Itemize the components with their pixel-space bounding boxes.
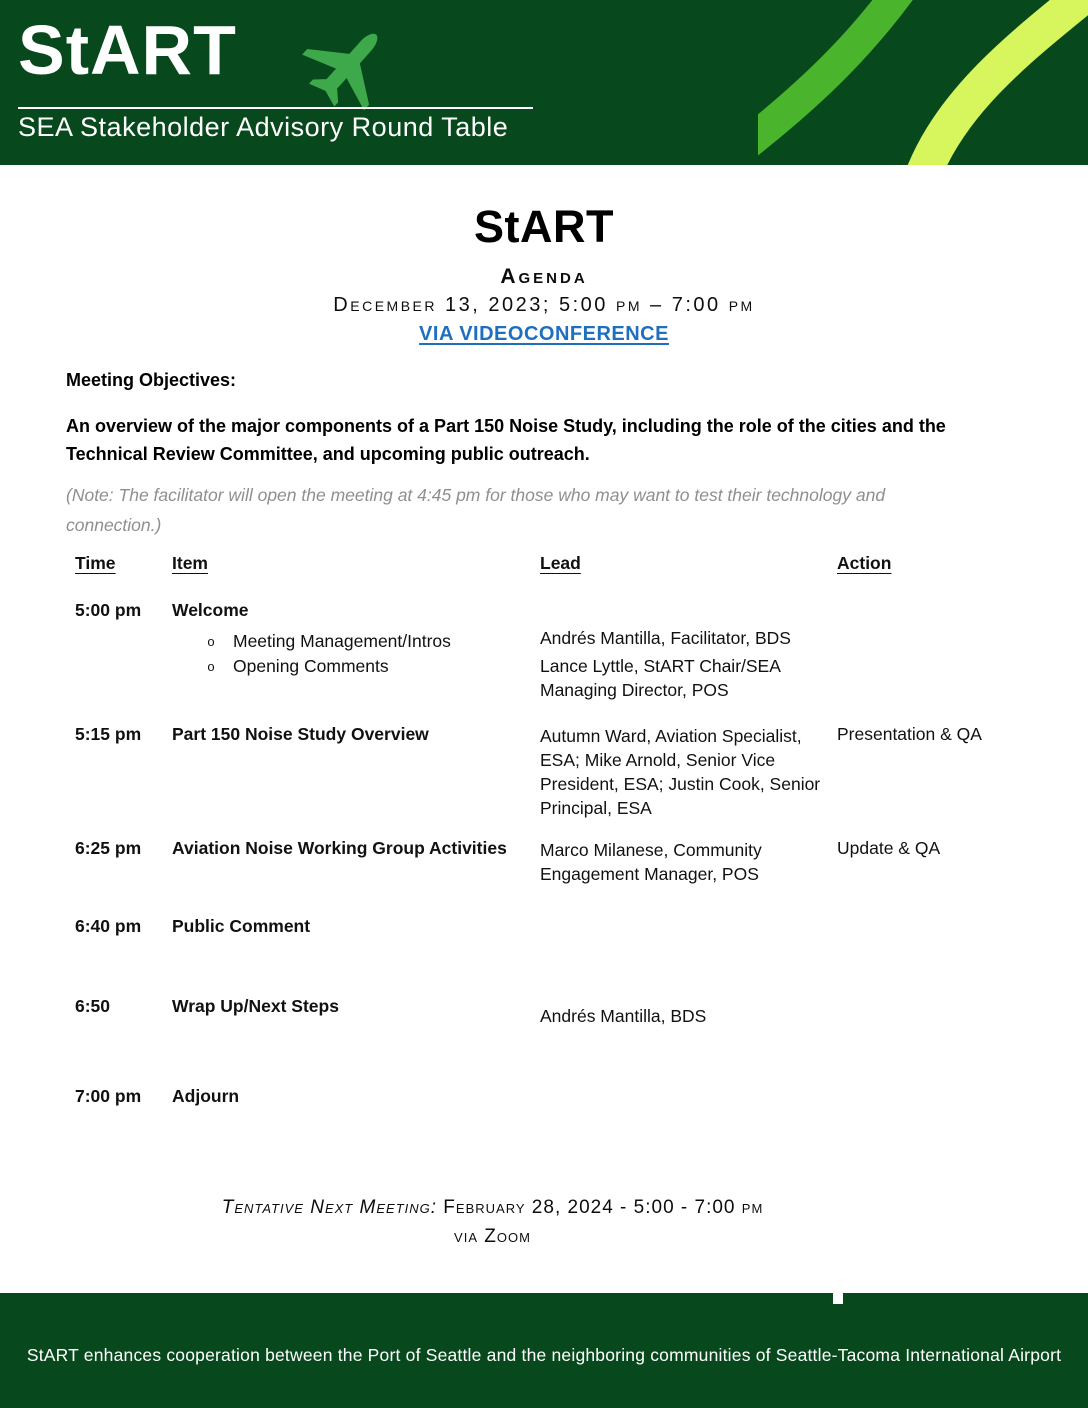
row-item: [172, 996, 540, 1017]
row-time: 5:00 pm: [75, 600, 142, 620]
row-item-title: Welcome: [172, 600, 249, 620]
row-item: [172, 724, 540, 745]
agenda-label: Agenda: [500, 265, 588, 288]
row-action: Presentation & QA: [837, 724, 982, 744]
lead-entry: Autumn Ward, Aviation Specialist, ESA; Mike Arnold, Senior Vice President, ESA; Justin Cook, Senior Principal, ESA: [540, 726, 821, 818]
row-time: 6:25 pm: [75, 838, 142, 858]
row-item-title: Aviation Noise Working Group Activities: [172, 838, 507, 858]
objectives-body: An overview of the major components of a Part 150 Noise Study, including the role of the cities and the Technical Review Committee, and upcoming public outreach.: [66, 416, 946, 464]
table-row: [75, 724, 1015, 838]
swoosh-decoration: [758, 0, 1088, 165]
table-row: [75, 600, 1015, 724]
logo-divider: [18, 107, 533, 109]
column-header-item: Item: [172, 553, 208, 573]
column-header-lead: Lead: [540, 553, 581, 573]
footer-text: StART enhances cooperation between the Port of Seattle and the neighboring communities of Seattle-Tacoma International Airport: [26, 1345, 1062, 1365]
table-row: [75, 838, 1015, 916]
row-sub-items: [172, 629, 540, 679]
row-action: Update & QA: [837, 838, 941, 858]
objectives-heading: Meeting Objectives:: [66, 370, 237, 390]
row-item: [172, 916, 540, 937]
row-lead: [540, 724, 837, 824]
list-item: [172, 654, 540, 679]
logo-wordmark: StART: [18, 11, 237, 89]
table-row: [75, 916, 1015, 996]
meeting-datetime: December 13, 2023; 5:00 pm – 7:00 pm: [333, 294, 755, 316]
sub-item-label: Meeting Management/Intros: [233, 631, 451, 651]
row-time: 6:50: [75, 996, 111, 1016]
lime-swoosh-icon: [922, 0, 1088, 165]
next-meeting-label: Tentative Next Meeting:: [221, 1197, 438, 1218]
row-item: [172, 600, 540, 679]
row-item-title: Part 150 Noise Study Overview: [172, 724, 429, 744]
page-title: StART: [474, 201, 614, 252]
header-banner: [0, 0, 1088, 165]
row-lead: [540, 600, 837, 706]
next-meeting-line2: via Zoom: [454, 1226, 531, 1247]
row-item: [172, 838, 540, 859]
row-time: 5:15 pm: [75, 724, 142, 744]
agenda-table: [75, 553, 1015, 1146]
column-header-action: Action: [837, 553, 892, 573]
list-item: [172, 629, 540, 654]
row-time: 6:40 pm: [75, 916, 142, 936]
table-header-row: [75, 553, 1015, 600]
table-row: [75, 1086, 1015, 1146]
circle-bullet-icon: o: [207, 634, 215, 649]
sub-item-label: Opening Comments: [233, 656, 389, 676]
row-item-title: Wrap Up/Next Steps: [172, 996, 339, 1016]
row-time: 7:00 pm: [75, 1086, 142, 1106]
row-lead: [540, 838, 837, 890]
next-meeting-details: February 28, 2024 - 5:00 - 7:00 pm: [437, 1197, 764, 1218]
row-lead: [540, 996, 837, 1032]
circle-bullet-icon: o: [207, 659, 215, 674]
lead-entry: Andrés Mantilla, BDS: [540, 1006, 707, 1026]
column-header-time: Time: [75, 553, 116, 573]
lead-entry: Marco Milanese, Community Engagement Manager, POS: [540, 840, 762, 884]
lead-entry: Andrés Mantilla, Facilitator, BDS: [540, 628, 791, 648]
next-meeting-line1: [0, 1197, 985, 1219]
objectives-note: (Note: The facilitator will open the meeting at 4:45 pm for those who may want to test their technology and connection.): [66, 485, 886, 535]
row-item: [172, 1086, 540, 1107]
next-meeting-notice: [0, 1197, 985, 1248]
logo-subtitle: SEA Stakeholder Advisory Round Table: [18, 112, 509, 142]
videoconference-link-row: [0, 323, 1088, 346]
videoconference-link[interactable]: VIA VIDEOCONFERENCE: [419, 323, 669, 345]
footer-banner: [0, 1293, 1088, 1408]
footer-notch: [833, 1289, 843, 1304]
green-swoosh-icon: [758, 0, 928, 165]
row-item-title: Adjourn: [172, 1086, 240, 1106]
lead-entry: Lance Lyttle, StART Chair/SEA Managing Director, POS: [540, 656, 780, 700]
table-row: [75, 996, 1015, 1086]
row-item-title: Public Comment: [172, 916, 311, 936]
